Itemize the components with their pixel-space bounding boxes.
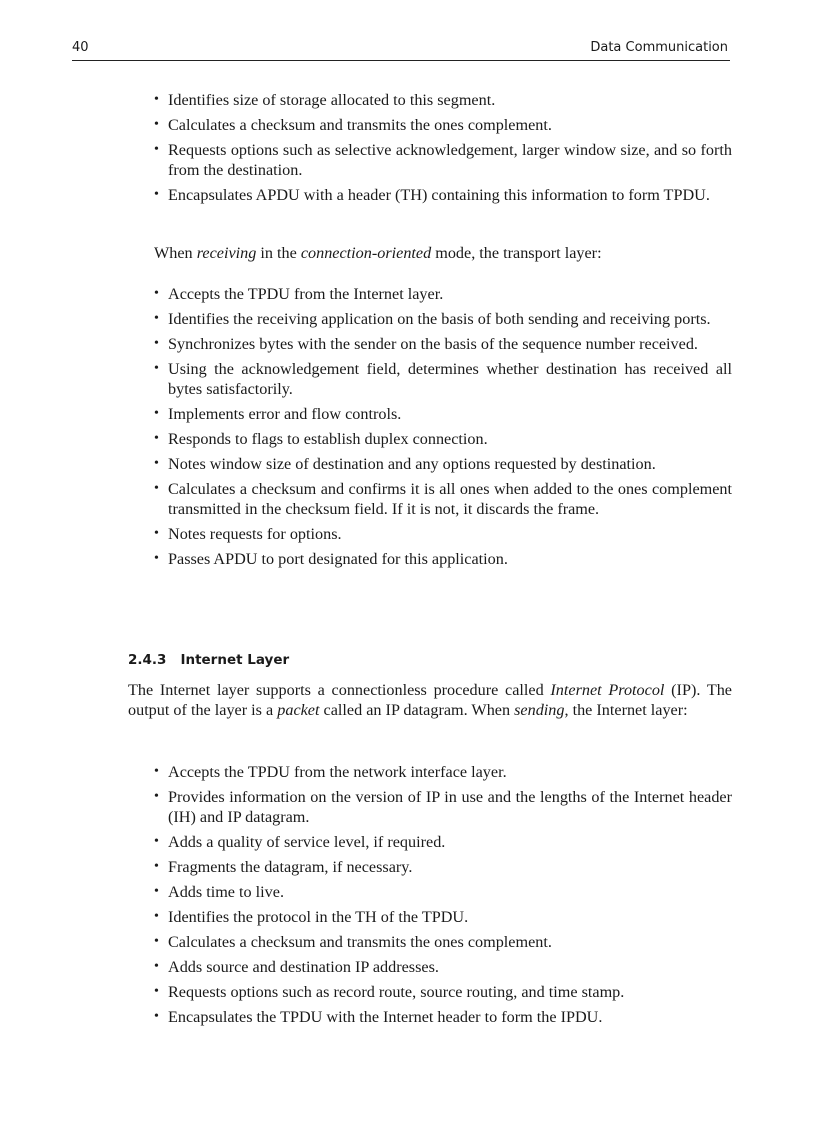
list-item: • Calculates a checksum and transmits the ones complement.: [154, 932, 732, 952]
list-item: • Identifies size of storage allocated to this segment.: [154, 90, 732, 110]
list-item: • Adds a quality of service level, if required.: [154, 832, 732, 852]
sending-list-tail: [154, 90, 732, 210]
internet-list: [154, 762, 732, 1032]
list-item: • Provides information on the version of IP in use and the lengths of the Internet header (IH) and IP datagram.: [154, 787, 732, 827]
list-item: • Encapsulates the TPDU with the Internet header to form the IPDU.: [154, 1007, 732, 1027]
list-item: • Requests options such as record route, source routing, and time stamp.: [154, 982, 732, 1002]
list-item: • Adds source and destination IP addresses.: [154, 957, 732, 977]
list-item: • Identifies the protocol in the TH of the TPDU.: [154, 907, 732, 927]
list-item: • Fragments the datagram, if necessary.: [154, 857, 732, 877]
list-item: • Implements error and flow controls.: [154, 404, 732, 424]
list-item: • Using the acknowledgement field, determines whether destination has received all bytes satisfactorily.: [154, 359, 732, 399]
list-item: • Notes window size of destination and any options requested by destination.: [154, 454, 732, 474]
list-item: • Passes APDU to port designated for this application.: [154, 549, 732, 569]
list-item: • Identifies the receiving application on the basis of both sending and receiving ports.: [154, 309, 732, 329]
internet-layer-paragraph: The Internet layer supports a connectionless procedure called Internet Protocol (IP). The output of the layer is a packet called an IP datagram. When sending, the Internet layer:: [128, 681, 732, 719]
section-number: 2.4.3: [128, 652, 167, 668]
list-item: • Adds time to live.: [154, 882, 732, 902]
list-item: • Calculates a checksum and confirms it is all ones when added to the ones complement transmitted in the checksum field. If it is not, it discards the frame.: [154, 479, 732, 519]
list-item: • Accepts the TPDU from the network interface layer.: [154, 762, 732, 782]
page-number: 40: [72, 40, 89, 55]
page-header: [72, 38, 730, 61]
section-title: Internet Layer: [180, 652, 290, 668]
list-item: • Accepts the TPDU from the Internet layer.: [154, 284, 732, 304]
list-item: • Encapsulates APDU with a header (TH) containing this information to form TPDU.: [154, 185, 732, 205]
list-item: • Notes requests for options.: [154, 524, 732, 544]
running-title: Data Communication: [590, 40, 728, 55]
receiving-list: [154, 284, 732, 574]
list-item: • Calculates a checksum and transmits the ones complement.: [154, 115, 732, 135]
list-item: • Responds to flags to establish duplex connection.: [154, 429, 732, 449]
section-heading: [128, 652, 289, 668]
list-item: • Synchronizes bytes with the sender on the basis of the sequence number received.: [154, 334, 732, 354]
receiving-intro-paragraph: When receiving in the connection-oriented mode, the transport layer:: [154, 244, 602, 262]
list-item: • Requests options such as selective acknowledgement, larger window size, and so forth from the destination.: [154, 140, 732, 180]
